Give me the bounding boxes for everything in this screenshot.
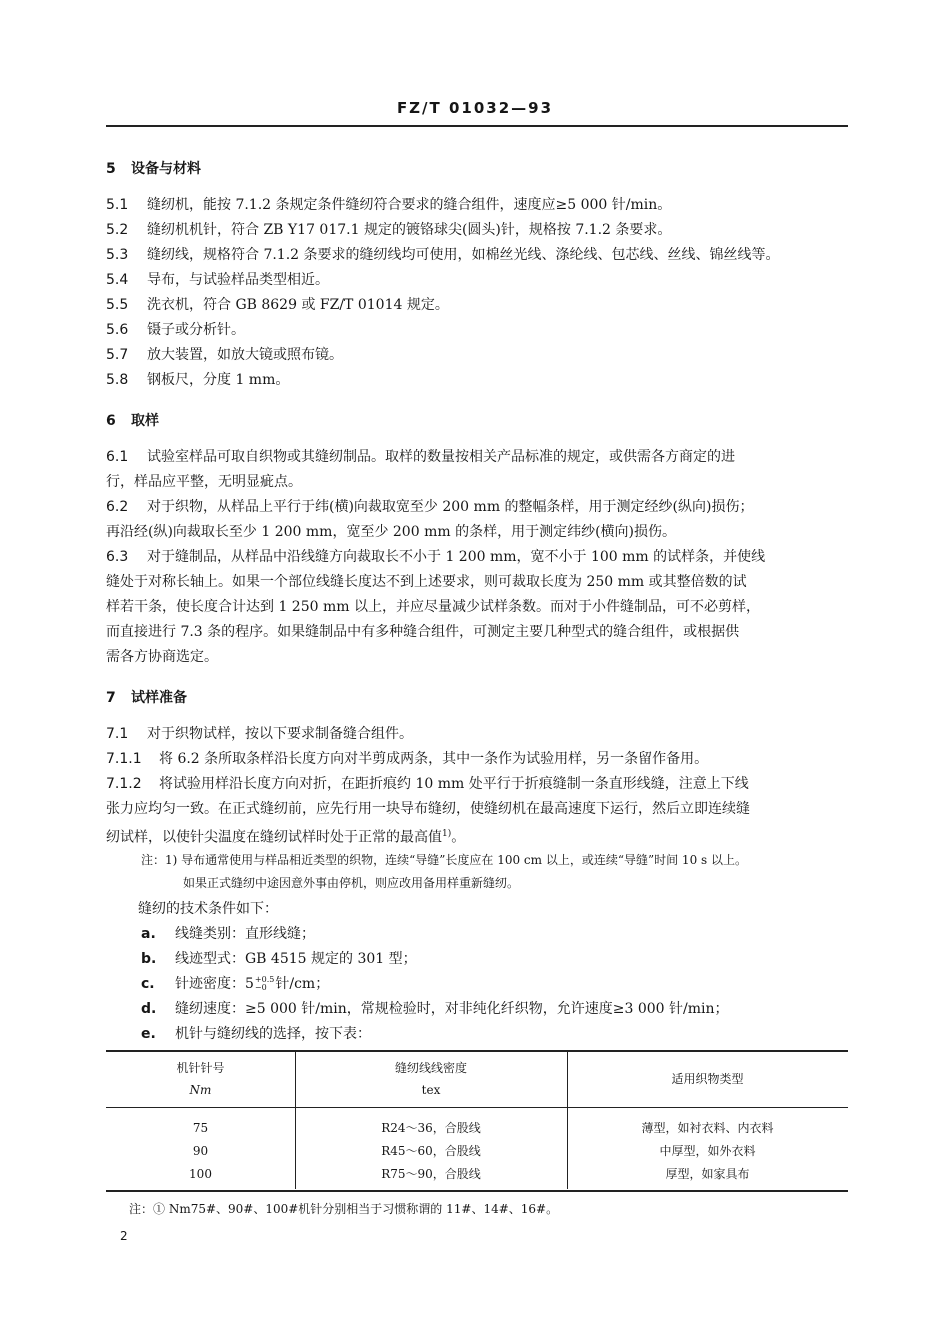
section-number: 5 [106, 161, 116, 177]
clause-number: 6.1 [106, 449, 129, 465]
header-rule [106, 125, 848, 127]
cell-thread: R24～36，合股线 [381, 1121, 481, 1135]
clause-text: 将 6.2 条所取条样沿长度方向对半剪成两条，其中一条作为试验用样，另一条留作备用。 [159, 751, 709, 767]
cell-needle: 90 [192, 1144, 209, 1158]
cell-needle: 75 [192, 1121, 209, 1135]
cell-fabric: 薄型，如衬衣料、内衣料 [641, 1121, 774, 1135]
clause-number: 5.7 [106, 347, 129, 363]
clause-number: 5.1 [106, 197, 129, 213]
item-text: 针/cm； [275, 976, 330, 992]
clause-text: 缝纫线，规格符合 7.1.2 条要求的缝纫线均可使用，如棉丝光线、涤纶线、包芯线、丝线、锦丝线等。 [147, 247, 780, 263]
clause-5-7 [106, 345, 343, 365]
item-letter: a. [141, 926, 156, 942]
cell-fabric: 厚型，如家具布 [665, 1167, 750, 1181]
header-thread: 缝纫线线密度 [394, 1061, 467, 1075]
condition-a [141, 924, 315, 944]
condition-c [141, 974, 329, 994]
item-letter: e. [141, 1026, 156, 1042]
clause-5-5 [106, 295, 449, 315]
conditions-intro: 缝纫的技术条件如下： [138, 901, 278, 917]
item-letter: d. [141, 1001, 157, 1017]
footnote-marker: 1) [442, 829, 452, 839]
item-letter: b. [141, 951, 157, 967]
page-number: 2 [120, 1229, 128, 1243]
cell-thread: R45～60，合股线 [381, 1144, 481, 1158]
section-number: 6 [106, 413, 116, 429]
clause-5-1 [106, 195, 671, 215]
condition-e [141, 1024, 371, 1044]
section-title: 试样准备 [131, 690, 187, 706]
clause-7-1-1 [106, 749, 708, 769]
clause-5-3 [106, 245, 780, 265]
clause-number: 5.4 [106, 272, 129, 288]
section-6-heading [106, 410, 159, 430]
clause-text: 对于织物试样，按以下要求制备缝合组件。 [147, 726, 413, 742]
item-letter: c. [141, 976, 155, 992]
cell-thread: R75～90，合股线 [381, 1167, 481, 1181]
clause-text: 洗衣机，符合 GB 8629 或 FZ/T 01014 规定。 [147, 297, 449, 313]
item-text: 机针与缝纫线的选择，按下表： [175, 1026, 371, 1042]
clause-number: 7.1.2 [106, 776, 142, 792]
clause-text: 缝纫机机针，符合 ZB Y17 017.1 规定的镀铬球尖(圆头)针，规格按 7.1.2 条要求。 [147, 222, 672, 238]
clause-text-continued: 缝处于对称长轴上。如果一个部位线缝长度达不到上述要求，则可裁取长度为 250 mm 或其整倍数的试 [106, 574, 747, 590]
item-text: 缝纫速度：≥5 000 针/min，常规检验时，对非纯化纤织物，允许速度≥3 000 针/min； [175, 1001, 729, 1017]
clause-text: 缝纫机，能按 7.1.2 条规定条件缝纫符合要求的缝合组件，速度应≥5 000 针/min。 [147, 197, 672, 213]
clause-text: 导布，与试验样品类型相近。 [147, 272, 329, 288]
section-5-heading [106, 158, 201, 178]
header-needle-unit: Nm [189, 1083, 212, 1097]
condition-d [141, 999, 729, 1019]
footnote-1: 注：1) 导布通常使用与样品相近类型的织物，连续“导缝”长度应在 100 cm 以上，或连续“导缝”时间 10 s 以上。 [141, 853, 747, 867]
table-header-rule [106, 1107, 848, 1108]
clause-6-2 [106, 497, 753, 517]
item-text: 线缝类别：直形线缝； [175, 926, 315, 942]
clause-text-continued: 行，样品应平整，无明显疵点。 [106, 474, 302, 490]
clause-number: 5.5 [106, 297, 129, 313]
clause-number: 7.1 [106, 726, 129, 742]
clause-text-continued: 再沿经(纵)向裁取长至少 1 200 mm，宽至少 200 mm 的条样，用于测定纬纱(横向)损伤。 [106, 524, 676, 540]
footnote-1-continued: 如果正式缝纫中途因意外事由停机，则应改用备用样重新缝纫。 [183, 876, 520, 890]
clause-text: 钢板尺，分度 1 mm。 [147, 372, 290, 388]
clause-number: 5.8 [106, 372, 129, 388]
clause-text: 对于织物，从样品上平行于纬(横)向裁取宽至少 200 mm 的整幅条样，用于测定经纱(纵向)损伤； [147, 499, 754, 515]
clause-number: 6.2 [106, 499, 129, 515]
clause-number: 7.1.1 [106, 751, 142, 767]
header-thread-unit: tex [421, 1083, 441, 1097]
clause-text: 将试验用样沿长度方向对折，在距折痕约 10 mm 处平行于折痕缝制一条直形线缝，注意上下线 [159, 776, 749, 792]
clause-text-continued: 而直接进行 7.3 条的程序。如果缝制品中有多种缝合组件，可测定主要几种型式的缝合组件，或根据供 [106, 624, 740, 640]
clause-text: 。 [451, 829, 466, 846]
clause-text: 镊子或分析针。 [147, 322, 245, 338]
clause-7-1-2 [106, 774, 749, 794]
clause-number: 6.3 [106, 549, 129, 565]
clause-text: 试验室样品可取自织物或其缝纫制品。取样的数量按相关产品标准的规定，或供需各方商定的进 [147, 449, 735, 465]
tolerance [255, 976, 274, 992]
clause-number: 5.3 [106, 247, 129, 263]
header-fabric: 适用织物类型 [671, 1072, 744, 1086]
table-top-rule [106, 1050, 848, 1052]
item-text: 针迹密度：5 [175, 976, 254, 992]
clause-text: 纫试样，以使针尖温度在缝纫试样时处于正常的最高值 [106, 829, 442, 846]
standard-code: FZ/T 01032—93 [396, 99, 554, 117]
clause-number: 5.2 [106, 222, 129, 238]
clause-text-continued [106, 824, 465, 848]
header-needle: 机针针号 [176, 1061, 225, 1075]
clause-5-8 [106, 370, 289, 390]
tolerance-lower: −0 [254, 983, 267, 992]
clause-7-1 [106, 724, 413, 744]
cell-fabric: 中厚型，如外衣料 [659, 1144, 756, 1158]
tolerance-upper: +0.5 [254, 975, 275, 984]
clause-text: 对于缝制品，从样品中沿线缝方向裁取长不小于 1 200 mm，宽不小于 100 mm 的试样条，并使线 [147, 549, 766, 565]
section-7-heading [106, 687, 187, 707]
section-number: 7 [106, 690, 116, 706]
clause-6-3 [106, 547, 765, 567]
table-bottom-rule [106, 1190, 848, 1192]
clause-text-continued: 样若干条，使长度合计达到 1 250 mm 以上，并应尽量减少试样条数。而对于小件缝制品，可不必剪样， [106, 599, 760, 615]
clause-text: 放大装置，如放大镜或照布镜。 [147, 347, 343, 363]
cell-needle: 100 [189, 1167, 212, 1181]
clause-text-continued: 需各方协商选定。 [106, 649, 218, 665]
clause-5-2 [106, 220, 671, 240]
condition-b [141, 949, 417, 969]
clause-5-6 [106, 320, 245, 340]
clause-number: 5.6 [106, 322, 129, 338]
clause-text-continued: 张力应均匀一致。在正式缝纫前，应先行用一块导布缝纫，使缝纫机在最高速度下运行，然后立即连续缝 [106, 801, 750, 817]
table-note: 注：① Nm75#、90#、100#机针分别相当于习惯称谓的 11#、14#、16#。 [129, 1202, 559, 1216]
clause-5-4 [106, 270, 329, 290]
section-title: 取样 [131, 413, 159, 429]
clause-6-1 [106, 447, 735, 467]
item-text: 线迹型式：GB 4515 规定的 301 型； [175, 951, 417, 967]
section-title: 设备与材料 [131, 161, 201, 177]
